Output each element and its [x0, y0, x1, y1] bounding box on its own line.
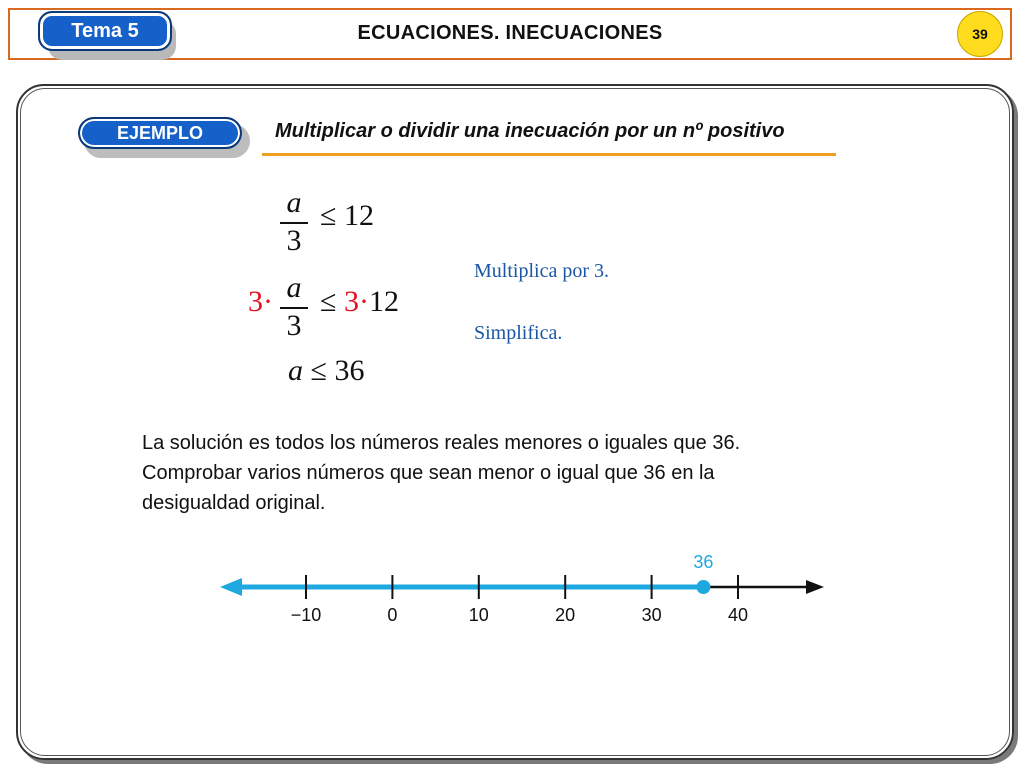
note-multiplica: Multiplica por 3.	[474, 260, 609, 282]
number-line-point	[696, 580, 710, 594]
number-line-point-label: 36	[693, 552, 714, 572]
number-line-arrow-left	[220, 578, 242, 596]
step1-numerator: a	[286, 186, 302, 219]
number-line-tick-label: 40	[727, 605, 749, 625]
step1-relation: ≤ 12	[320, 199, 374, 232]
number-line-tick-label: 20	[555, 605, 576, 625]
page-title: ECUACIONES. INECUACIONES	[357, 22, 663, 44]
step2-factor: 3·	[248, 285, 273, 318]
step3-relation: ≤ 36	[310, 354, 365, 387]
number-line-tick-label: 10	[468, 605, 489, 625]
note-simplifica: Simplifica.	[474, 322, 563, 344]
number-line-arrow-right	[806, 580, 824, 594]
number-line-tick-label: 0	[387, 605, 398, 625]
tema-badge: Tema 5	[38, 11, 172, 51]
step2-denominator: 3	[286, 309, 302, 342]
step3-variable: a	[288, 354, 303, 387]
page-number-badge: 39	[957, 11, 1003, 57]
explanation-line-2: Comprobar varios números que sean menor o igual que 36 en la	[142, 462, 715, 484]
number-line-tick-label: −10	[290, 605, 322, 625]
explanation-line-1: La solución es todos los números reales menores o iguales que 36.	[142, 432, 741, 454]
number-line-tick-label: 30	[641, 605, 662, 625]
step2-numerator: a	[286, 271, 302, 304]
step2-rhs-value: 12	[368, 285, 399, 318]
step1-denominator: 3	[286, 224, 302, 257]
explanation-line-3: desigualdad original.	[142, 492, 326, 514]
step2-rhs-factor: 3·	[343, 285, 369, 318]
ejemplo-badge: EJEMPLO	[78, 117, 242, 149]
step2-leq: ≤	[320, 285, 337, 318]
example-title: Multiplicar o dividir una inecuación por un nº positivo	[275, 120, 785, 142]
